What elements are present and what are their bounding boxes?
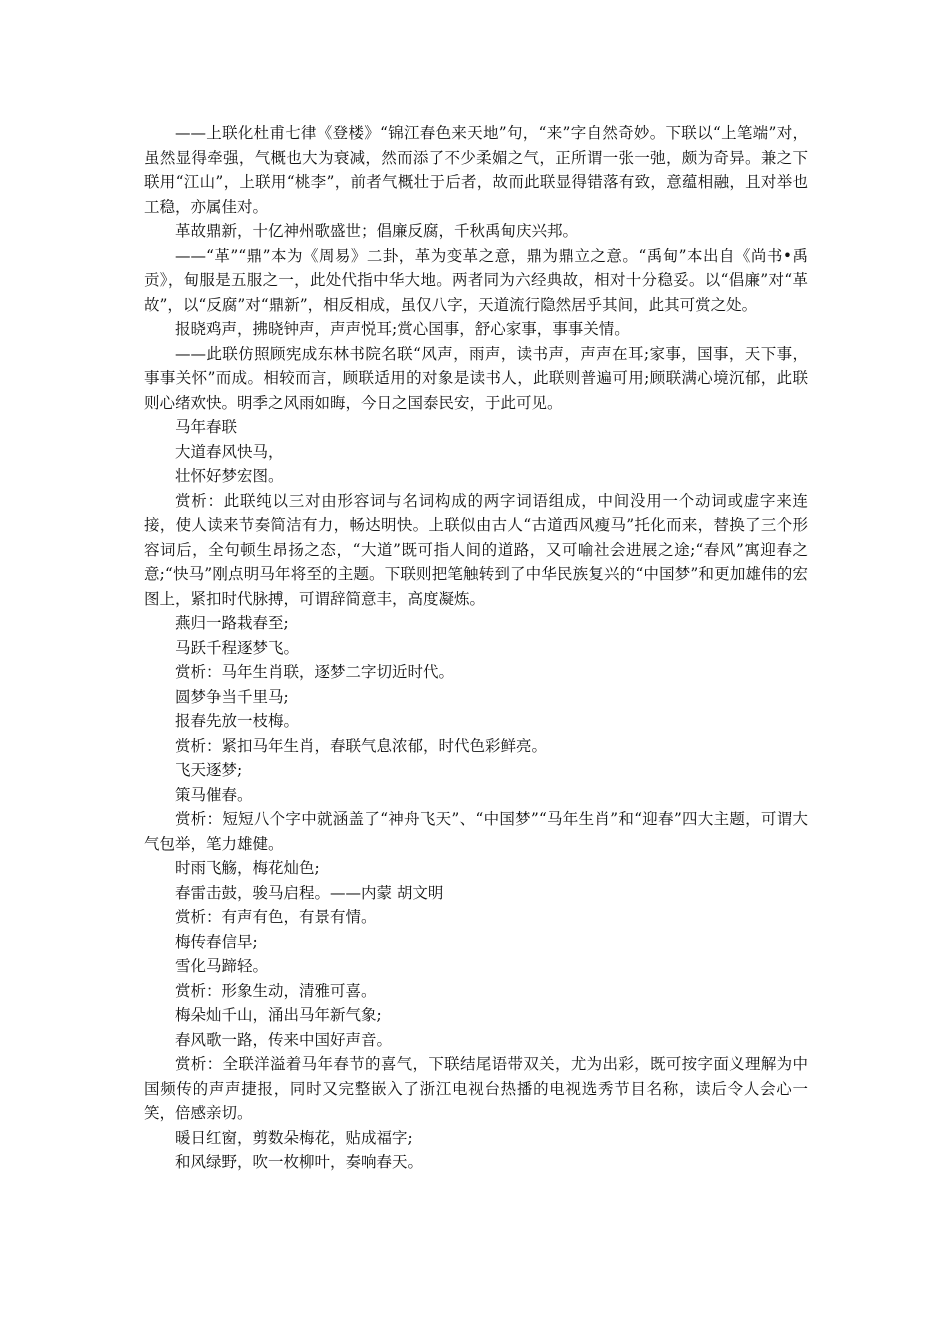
- section-heading: 马年春联: [175, 418, 238, 436]
- couplet-line: 暖日红窗，剪数朵梅花，贴成福字;: [175, 1128, 413, 1147]
- appreciation-paragraph: 赏析：马年生肖联，逐梦二字切近时代。: [175, 663, 455, 681]
- appreciation-paragraph: 赏析：短短八个字中就涵盖了“神舟飞天”、“中国梦”“马年生肖”和“迎春”四大主题，可谓大气包举，笔力雄健。: [144, 810, 808, 853]
- couplet-line: 时雨飞觞，梅花灿色;: [175, 859, 320, 877]
- couplet-line: 春雷击鼓，骏马启程。——内蒙 胡文明: [175, 883, 444, 902]
- couplet-line: 报春先放一枝梅。: [175, 712, 300, 730]
- appreciation-paragraph: 赏析：全联洋溢着马年春节的喜气，下联结尾语带双关，尤为出彩，既可按字面义理解为中国频传的声声捷报，同时又完整嵌入了浙江电视台热播的电视选秀节目名称，读后令人会心一笑，倍感亲切。: [144, 1055, 808, 1122]
- appreciation-paragraph: 赏析：形象生动，清雅可喜。: [175, 981, 377, 1000]
- couplet-line: 和风绿野，吹一枚柳叶，奏响春天。: [175, 1153, 424, 1171]
- couplet-line: 马跃千程逐梦飞。: [175, 638, 300, 657]
- appreciation-paragraph: 赏析：紧扣马年生肖，春联气息浓郁，时代色彩鲜亮。: [175, 736, 548, 755]
- appreciation-paragraph: 赏析：此联纯以三对由形容词与名词构成的两字词语组成，中间没用一个动词或虚字来连接，使人读来节奏简洁有力，畅达明快。上联似由古人“古道西风瘦马”托化而来，替换了三个形容词后，全句顿生昂扬之态，“大道”既可指人间的道路，又可喻社会进展之途;“春风”寓迎春之意;“快马”刚点明马年将至的主题。下联则把笔触转到了中华民族复兴的“中国梦”和更加雄伟的宏图上，紧扣时代脉搏，可谓辞简意丰，高度凝炼。: [144, 491, 808, 608]
- paragraph: ——此联仿照顾宪成东林书院名联“风声，雨声，读书声，声声在耳;家事，国事，天下事，事事关怀”而成。相较而言，顾联适用的对象是读书人，此联则普遍可用;顾联满心境沉郁，此联则心绪欢快。明季之风雨如晦，今日之国泰民安，于此可见。: [144, 344, 808, 412]
- couplet-line: 飞天逐梦;: [175, 761, 243, 779]
- couplet-line: 雪化马蹄轻。: [175, 957, 269, 975]
- couplet-line: 梅朵灿千山，涌出马年新气象;: [175, 1006, 382, 1024]
- couplet-line: 策马催春。: [175, 785, 253, 804]
- appreciation-paragraph: 赏析：有声有色，有景有情。: [175, 908, 377, 926]
- couplet-line: 革故鼎新，十亿神州歌盛世；倡廉反腐，千秋禹甸庆兴邦。: [175, 222, 579, 240]
- couplet-line: 大道春风快马，: [175, 442, 284, 461]
- document-body: [144, 121, 808, 1175]
- couplet-line: 壮怀好梦宏图。: [175, 467, 284, 485]
- couplet-line: 春风歌一路，传来中国好声音。: [175, 1030, 393, 1049]
- couplet-line: 燕归一路栽春至;: [175, 614, 289, 632]
- couplet-line: 报晓鸡声，拂晓钟声，声声悦耳;赏心国事，舒心家事，事事关情。: [175, 320, 630, 338]
- couplet-line: 圆梦争当千里马;: [175, 687, 289, 706]
- paragraph: ——“革”“鼎”本为《周易》二卦，革为变革之意，鼎为鼎立之意。“禹甸”本出自《尚书•禹贡》，甸服是五服之一，此处代指中华大地。两者同为六经典故，相对十分稳妥。以“倡廉”对“革故”，以“反腐”对“鼎新”，相反相成，虽仅八字，天道流行隐然居乎其间，此其可赏之处。: [144, 246, 808, 314]
- paragraph: ——上联化杜甫七律《登楼》“锦江春色来天地”句，“来”字自然奇妙。下联以“上笔端”对，虽然显得牵强，气概也大为衰减，然而添了不少柔媚之气，正所谓一张一弛，颇为奇异。兼之下联用“江山”，上联用“桃李”，前者气概壮于后者，故而此联显得错落有致，意蕴相融，且对举也工稳，亦属佳对。: [144, 124, 808, 216]
- couplet-line: 梅传春信早;: [175, 932, 258, 951]
